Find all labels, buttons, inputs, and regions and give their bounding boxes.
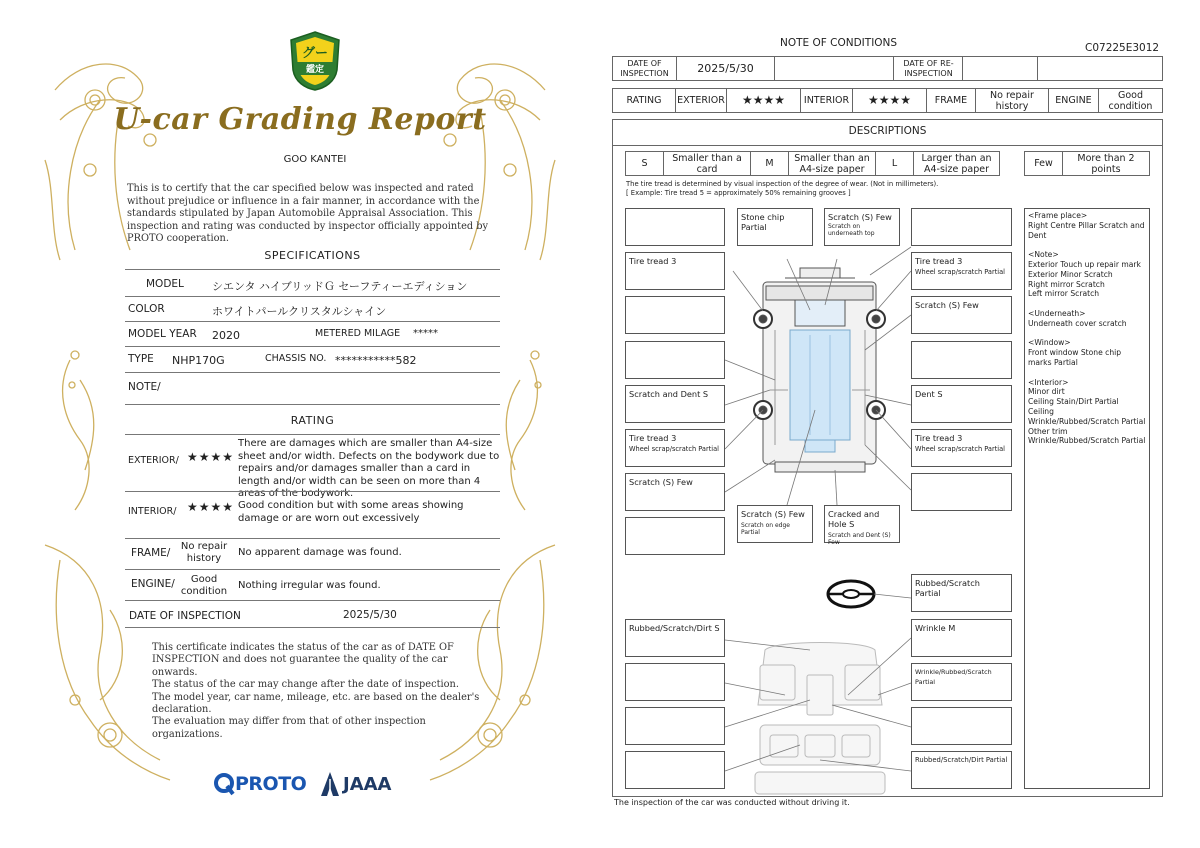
damage-box-empty [625,296,725,334]
frame-label: FRAME/ [131,547,171,559]
divider [125,269,500,270]
damage-box-empty [911,707,1012,745]
box-title: Wrinkle M [915,623,956,633]
box-title: Scratch (S) Few [915,300,979,310]
interior-label: INTERIOR/ [128,506,177,517]
legend-key-few: Few [1025,152,1063,175]
report-subtitle: GOO KANTEI [283,154,347,165]
divider [125,491,500,492]
note-line [1028,240,1146,250]
damage-box-empty [625,751,725,789]
box-title: Cracked and Hole S [828,509,880,529]
box-title: Dent S [915,389,943,399]
divider [125,372,500,373]
date-label: DATE OF INSPECTION [129,610,241,622]
box-title: Tire tread 3 [629,256,677,266]
damage-box-interior-left [625,619,725,657]
engine-description: Nothing irregular was found. [238,580,381,591]
note-of-conditions [600,0,1200,848]
box-title: Rubbed/Scratch Partial [915,578,980,598]
conditions-title: NOTE OF CONDITIONS [780,37,898,49]
car-top-view-icon [754,268,885,472]
notes-panel [1024,208,1150,789]
date-label-cell: DATE OF INSPECTION [613,57,677,80]
jaaa-logo [320,770,392,798]
note-line: <Frame place> [1028,211,1088,220]
reinspection-label-cell: DATE OF RE-INSPECTION [895,57,963,80]
damage-box-empty [625,341,725,379]
badge-line1: グー [301,46,328,61]
jaaa-logo-text: JAAA [343,773,392,795]
shield-badge-icon [287,30,343,92]
divider [125,296,500,297]
footer-line: The model year, car name, mileage, etc. are based on the dealer's [152,691,480,703]
legend-text-few: More than 2 points [1077,152,1135,175]
damage-box-empty [625,707,725,745]
box-title: Scratch (S) Few [629,477,693,487]
note-label: NOTE/ [128,381,161,393]
damage-box-empty [625,208,725,246]
box-title: Tire tread 3 [915,256,963,266]
jaaa-mark-icon [320,771,340,797]
interior-stars: ★★★★ [187,500,235,514]
report-title: U-car Grading Report [113,102,487,137]
interior-label-cell: INTERIOR [801,89,853,112]
conditions-code: C07225E3012 [1085,42,1160,54]
damage-box-empty [911,208,1012,246]
damage-box-left-rear-tire [625,429,725,467]
model-label: MODEL [146,278,184,290]
damage-box-top-stone-chip [737,208,813,246]
legend-key-l: L [876,152,914,175]
divider [125,346,500,347]
box-title: Scratch and Dent S [629,389,709,399]
box-title: Tire tread 3 [629,433,677,443]
note-line: <Underneath> [1028,308,1086,318]
interior-stars-cell: ★★★★ [853,89,927,112]
model-year-label: MODEL YEAR [128,328,197,340]
divider [125,321,500,322]
note-line: <Note> [1028,250,1059,260]
goo-kantei-badge [287,30,343,92]
damage-box-empty [911,473,1012,511]
metered-label: METERED MILAGE [315,328,401,339]
color-label: COLOR [128,303,165,315]
date-value: 2025/5/30 [343,609,397,621]
divider [125,404,500,405]
damage-box-interior-rubbed [911,751,1012,789]
engine-value: Good condition [180,574,228,597]
note-line: Minor dirt [1028,387,1065,397]
note-line: Right Centre Pillar Scratch and Dent [1028,220,1145,240]
engine-value-cell: Good condition [1108,89,1153,112]
footer-line: declaration. [152,704,212,716]
legend-key-m: M [751,152,789,175]
damage-box-right-rear-tire [911,429,1012,467]
divider [125,538,500,539]
damage-box-interior-wrinkle [911,619,1012,657]
exterior-description: There are damages which are smaller than A4-size sheet and/or width. Defects on the bodywork due to repairs and/or damages smaller than a card in length and/or width can be seen on more than 4 areas of the bodywork. [238,438,500,499]
damage-box-interior-wrinkle-rubbed [911,663,1012,701]
note-line: Right mirror Scratch [1028,279,1105,289]
legend-key-s: S [626,152,664,175]
exterior-label-cell: EXTERIOR [676,89,727,112]
box-title: Rubbed/Scratch/Dirt S [629,623,720,633]
divider [125,434,500,435]
type-label: TYPE [128,353,154,365]
frame-value: No repair history [180,541,228,564]
divider [125,627,500,628]
exterior-label: EXTERIOR/ [128,455,179,466]
damage-box-right-front-tire [911,252,1012,290]
footer-line: The status of the car may change after the date of inspection. [152,679,459,691]
engine-label: ENGINE/ [131,578,175,590]
exterior-stars: ★★★★ [187,450,235,464]
note-line: Ceiling Wrinkle/Rubbed/Scratch Partial [1028,406,1146,426]
damage-box-right-scratch [911,296,1012,334]
chassis-value: ***********582 [335,354,417,367]
damage-box-bottom-scratch [737,505,813,543]
damage-box-empty [625,663,725,701]
damage-box-empty [911,341,1012,379]
note-line: Front window Stone chip marks Partial [1028,348,1122,367]
proto-logo-text: PROTO [235,773,307,795]
damage-box-left-front-tire [625,252,725,290]
frame-label-cell: FRAME [927,89,976,112]
intro-paragraph: This is to certify that the car specified below was inspected and rated without prejudice or influence in a fair manner, in accordance with the standards stipulated by Japan Automobile Appraisal Association. This inspection and rating was conducted by inspector officially appointed by PROTO cooperation. [127,183,489,245]
box-sub: Scratch on underneath top [828,223,875,237]
box-sub: Wheel scrap/scratch Partial [915,445,1005,453]
note-line [1028,299,1146,309]
divider [125,569,500,570]
box-sub: Scratch on edge Partial [741,522,790,536]
damage-box-empty [625,517,725,555]
type-value: NHP170G [172,354,225,367]
note-line: Exterior Touch up repair mark [1028,259,1141,269]
specifications-title: SPECIFICATIONS [264,249,361,262]
note-line: Other trim Wrinkle/Rubbed/Scratch Partial [1028,426,1146,446]
car-interior-view-icon [755,643,885,795]
frame-description: No apparent damage was found. [238,547,402,558]
damage-box-left-scratch [625,473,725,511]
footer-line: The evaluation may differ from that of other inspection organizations. [152,716,426,740]
conditions-footer: The inspection of the car was conducted without driving it. [614,798,850,807]
exterior-stars-cell: ★★★★ [727,89,801,112]
damage-box-steering [911,574,1012,612]
frame-value-cell: No repair history [976,89,1049,112]
note-line: <Interior> [1028,377,1069,387]
box-sub: Wheel scrap/scratch Partial [915,268,1005,276]
footer-line: This certificate indicates the status of the car as of DATE OF [152,642,454,653]
note-line: Left mirror Scratch [1028,289,1100,299]
engine-label-cell: ENGINE [1049,89,1099,112]
rating-label-cell: RATING [613,89,676,112]
model-year-value: 2020 [212,329,240,342]
rating-title: RATING [290,414,335,427]
proto-logo [213,770,306,798]
certificate-footer [152,642,492,741]
box-title: Scratch (S) Few [828,212,892,222]
interior-description: Good condition but with some areas showing damage or are worn out excessively [238,500,464,524]
note-line: Ceiling Stain/Dirt Partial [1028,397,1119,407]
box-sub: Wheel scrap/scratch Partial [629,445,719,453]
box-title: Rubbed/Scratch/Dirt Partial [915,756,1008,764]
divider [125,600,500,601]
tire-note-2: [ Example: Tire tread 5 = approximately 50% remaining grooves ] [626,189,851,197]
note-line [1028,329,1146,339]
box-title: Wrinkle/Rubbed/Scratch Partial [915,668,992,686]
badge-line2: 鑑定 [295,62,335,75]
legend-text-m: Smaller than an A4-size paper [789,152,876,175]
legend-text-s: Smaller than a card [664,152,751,175]
damage-box-left-scratch-dent [625,385,725,423]
note-line: Underneath cover scratch [1028,318,1127,328]
note-line: Exterior Minor Scratch [1028,269,1113,279]
box-title: Stone chip Partial [741,212,785,232]
model-value: シエンタ ハイブリッドＧ セーフティーエディション [212,280,468,293]
proto-q-icon [213,772,235,796]
tire-note-1: The tire tread is determined by visual inspection of the degree of wear. (Not in millimeters). [626,180,939,188]
note-line: <Window> [1028,338,1071,348]
steering-wheel-icon [828,581,874,607]
color-value: ホワイトパールクリスタルシャイン [212,305,387,318]
damage-box-right-dent [911,385,1012,423]
legend-text-l: Larger than an A4-size paper [921,152,992,175]
descriptions-title: DESCRIPTIONS [848,125,927,137]
metered-value: ***** [413,328,438,339]
damage-box-top-scratch [824,208,900,246]
damage-box-bottom-cracked [824,505,900,546]
date-value-cell: 2025/5/30 [677,57,775,80]
footer-line: INSPECTION and does not guarantee the quality of the car onwards. [152,654,448,678]
box-sub: Scratch and Dent (S) Few [828,532,891,546]
note-line [1028,368,1146,378]
chassis-label: CHASSIS NO. [265,353,327,364]
box-title: Scratch (S) Few [741,509,805,519]
box-title: Tire tread 3 [915,433,963,443]
